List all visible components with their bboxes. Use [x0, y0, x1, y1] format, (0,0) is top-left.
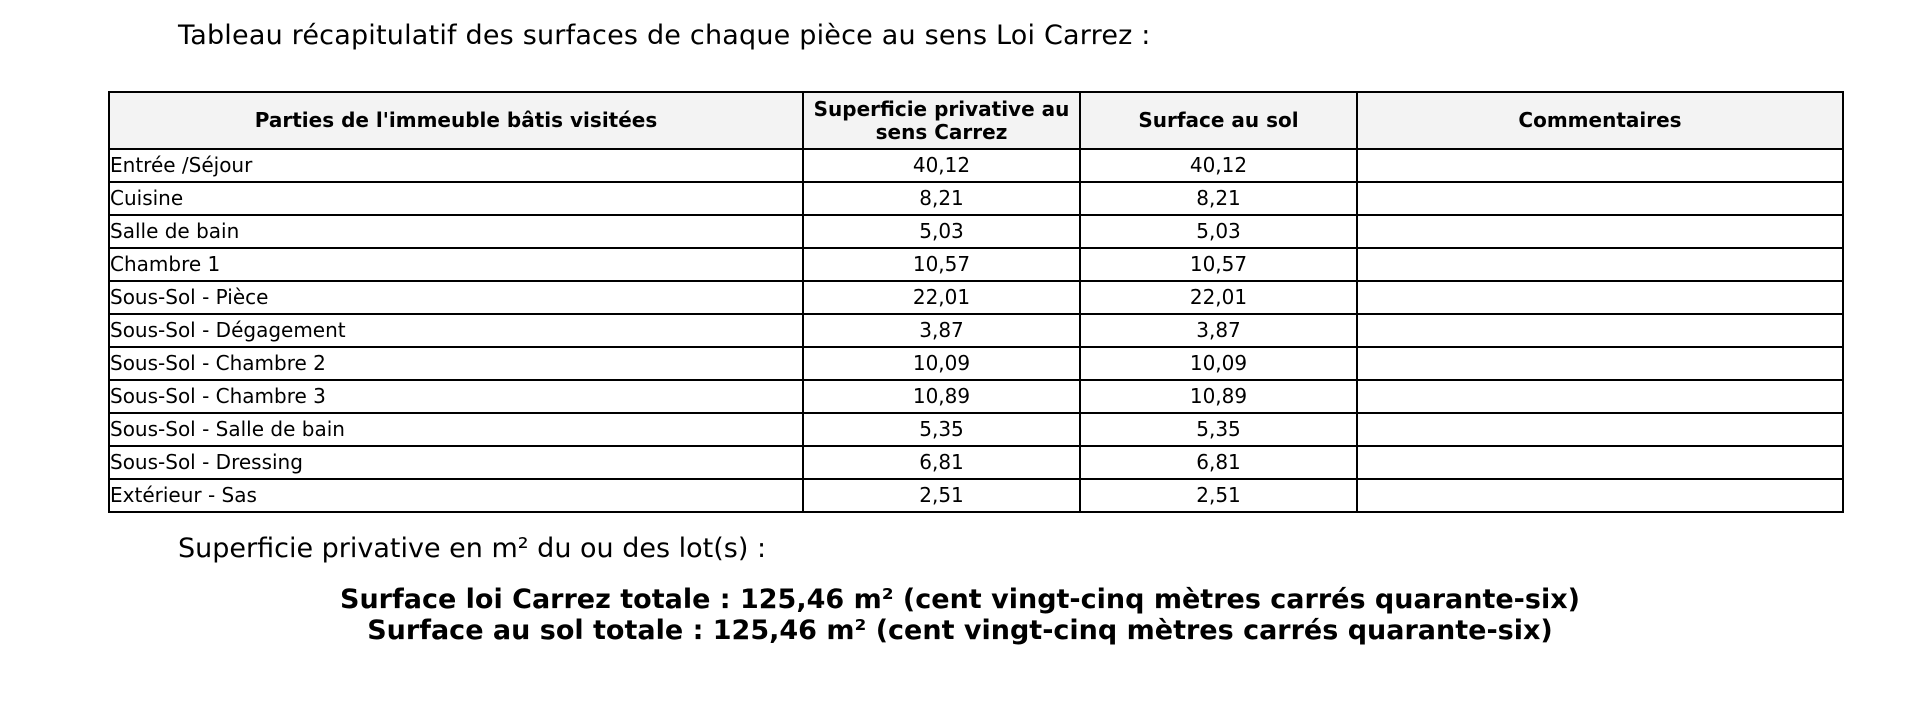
- cell-surface-sol: 40,12: [1080, 149, 1357, 182]
- cell-piece: Chambre 1: [109, 248, 803, 281]
- cell-superficie-carrez: 6,81: [803, 446, 1080, 479]
- table-row: [109, 380, 1843, 413]
- cell-superficie-carrez: 5,35: [803, 413, 1080, 446]
- cell-piece: Entrée /Séjour: [109, 149, 803, 182]
- cell-surface-sol: 8,21: [1080, 182, 1357, 215]
- total-sol: Surface au sol totale : 125,46 m² (cent vingt-cinq mètres carrés quarante-six): [367, 615, 1553, 646]
- cell-surface-sol: 5,03: [1080, 215, 1357, 248]
- cell-superficie-carrez: 40,12: [803, 149, 1080, 182]
- cell-superficie-carrez: 22,01: [803, 281, 1080, 314]
- cell-commentaire: [1357, 446, 1843, 479]
- page-title: Tableau récapitulatif des surfaces de chaque pièce au sens Loi Carrez :: [178, 20, 1151, 51]
- table-row: [109, 215, 1843, 248]
- table-header-row: [109, 92, 1843, 149]
- cell-surface-sol: 2,51: [1080, 479, 1357, 512]
- cell-piece: Sous-Sol - Chambre 2: [109, 347, 803, 380]
- cell-surface-sol: 10,89: [1080, 380, 1357, 413]
- header-parties: Parties de l'immeuble bâtis visitées: [109, 92, 803, 149]
- table-row: [109, 182, 1843, 215]
- cell-piece: Cuisine: [109, 182, 803, 215]
- total-carrez: Surface loi Carrez totale : 125,46 m² (cent vingt-cinq mètres carrés quarante-six): [340, 584, 1580, 615]
- header-surface-sol: Surface au sol: [1080, 92, 1357, 149]
- cell-surface-sol: 10,09: [1080, 347, 1357, 380]
- cell-surface-sol: 10,57: [1080, 248, 1357, 281]
- cell-surface-sol: 5,35: [1080, 413, 1357, 446]
- cell-piece: Sous-Sol - Chambre 3: [109, 380, 803, 413]
- cell-superficie-carrez: 10,57: [803, 248, 1080, 281]
- cell-piece: Sous-Sol - Salle de bain: [109, 413, 803, 446]
- cell-commentaire: [1357, 413, 1843, 446]
- table-row: [109, 446, 1843, 479]
- cell-piece: Extérieur - Sas: [109, 479, 803, 512]
- table-row: [109, 314, 1843, 347]
- cell-piece: Sous-Sol - Dressing: [109, 446, 803, 479]
- cell-piece: Salle de bain: [109, 215, 803, 248]
- cell-commentaire: [1357, 347, 1843, 380]
- cell-commentaire: [1357, 380, 1843, 413]
- cell-commentaire: [1357, 182, 1843, 215]
- cell-superficie-carrez: 5,03: [803, 215, 1080, 248]
- header-commentaires: Commentaires: [1357, 92, 1843, 149]
- cell-commentaire: [1357, 281, 1843, 314]
- cell-piece: Sous-Sol - Pièce: [109, 281, 803, 314]
- cell-superficie-carrez: 2,51: [803, 479, 1080, 512]
- superficie-subtitle: Superficie privative en m² du ou des lot(s) :: [178, 533, 767, 564]
- cell-surface-sol: 3,87: [1080, 314, 1357, 347]
- cell-superficie-carrez: 8,21: [803, 182, 1080, 215]
- totals-block: [0, 584, 1920, 646]
- surfaces-table: [108, 91, 1844, 513]
- cell-commentaire: [1357, 215, 1843, 248]
- table-row: [109, 149, 1843, 182]
- table-body: [109, 149, 1843, 512]
- table-row: [109, 479, 1843, 512]
- table-row: [109, 347, 1843, 380]
- table-row: [109, 281, 1843, 314]
- table-row: [109, 413, 1843, 446]
- cell-superficie-carrez: 10,09: [803, 347, 1080, 380]
- cell-commentaire: [1357, 479, 1843, 512]
- table-row: [109, 248, 1843, 281]
- cell-surface-sol: 6,81: [1080, 446, 1357, 479]
- cell-superficie-carrez: 3,87: [803, 314, 1080, 347]
- cell-commentaire: [1357, 149, 1843, 182]
- header-superficie-carrez: Superficie privative au sens Carrez: [803, 92, 1080, 149]
- cell-commentaire: [1357, 314, 1843, 347]
- cell-superficie-carrez: 10,89: [803, 380, 1080, 413]
- cell-surface-sol: 22,01: [1080, 281, 1357, 314]
- cell-piece: Sous-Sol - Dégagement: [109, 314, 803, 347]
- cell-commentaire: [1357, 248, 1843, 281]
